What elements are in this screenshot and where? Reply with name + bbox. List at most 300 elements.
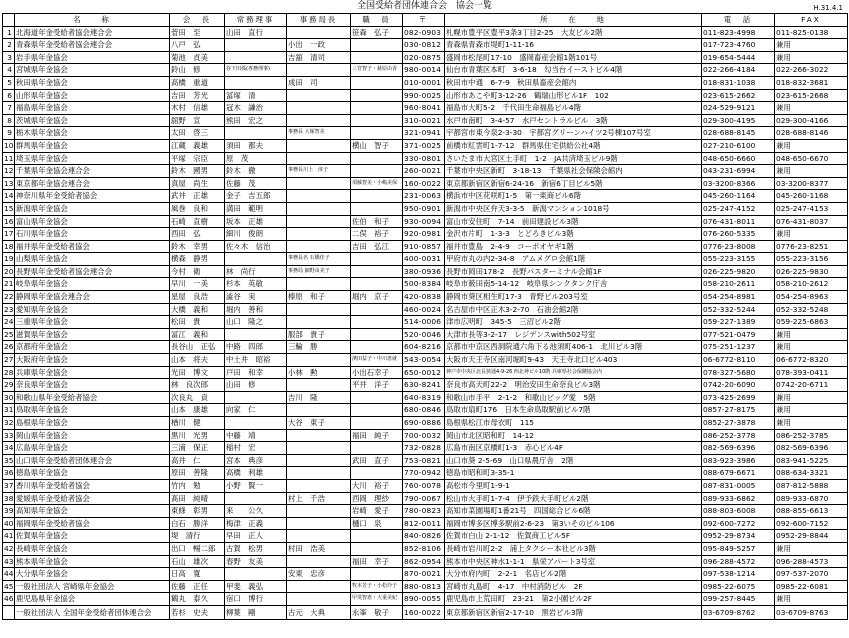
cell-fax: 089-933-6870 <box>775 492 848 505</box>
cell-phone: 083-923-3986 <box>702 454 775 467</box>
cell-no: 30 <box>3 391 15 404</box>
cell-president: 平塚 宗臣 <box>170 152 225 165</box>
cell-fax: 028-688-8146 <box>775 127 848 140</box>
cell-name: 長崎県年金協会 <box>15 542 170 555</box>
cell-name: 一般社団法人 宮崎県年金協会 <box>15 580 170 593</box>
cell-address: 島根県松江市母衣町 115 <box>445 417 702 430</box>
header-secretary-general: 事務局長 <box>287 14 351 27</box>
cell-postal: 852-8106 <box>403 542 445 555</box>
cell-phone: 075-251-1237 <box>702 341 775 354</box>
cell-name: 高知県年金協会 <box>15 505 170 518</box>
cell-postal: 990-0025 <box>403 89 445 102</box>
cell-secretary-general <box>287 316 351 329</box>
cell-president: 木村 信雄 <box>170 102 225 115</box>
cell-president: 堤 清行 <box>170 530 225 543</box>
cell-address: 広島市南区京橋町1-3 赤心ビル4F <box>445 442 702 455</box>
cell-secretary-general <box>287 190 351 203</box>
cell-president: 林 良次郎 <box>170 379 225 392</box>
cell-name: 大分県年金協会 <box>15 568 170 581</box>
cell-secretary-general <box>287 228 351 241</box>
cell-phone: 03-3200-8366 <box>702 177 775 190</box>
cell-phone: 0776-23-8008 <box>702 240 775 253</box>
cell-no: 27 <box>3 354 15 367</box>
cell-phone: 024-529-9121 <box>702 102 775 115</box>
cell-fax: 兼用 <box>775 341 848 354</box>
cell-address: 徳島市昭和町3-35-1 <box>445 467 702 480</box>
cell-managing-director: 甲斐 義弘 <box>225 580 287 593</box>
cell-secretary-general: 三輪 勝 <box>287 341 351 354</box>
cell-fax: 兼用 <box>775 417 848 430</box>
table-row <box>3 215 848 228</box>
cell-secretary-general <box>287 202 351 215</box>
cell-president: 竹内 勉 <box>170 479 225 492</box>
table-row <box>3 404 848 417</box>
cell-phone: 018-831-1038 <box>702 76 775 89</box>
cell-secretary-general <box>287 517 351 530</box>
cell-name: 青森県年金受給者協会連合会 <box>15 39 170 52</box>
cell-no: 11 <box>3 152 15 165</box>
table-row <box>3 177 848 190</box>
cell-managing-director: 坂本 正雄 <box>225 215 287 228</box>
cell-secretary-general <box>287 64 351 77</box>
cell-postal: 812-0011 <box>403 517 445 530</box>
cell-postal: 630-8241 <box>403 379 445 392</box>
header-no <box>3 14 15 27</box>
cell-president: 東條 彰男 <box>170 505 225 518</box>
cell-name: 三重県年金協会 <box>15 316 170 329</box>
header-staff: 職 員 <box>351 14 403 27</box>
cell-secretary-general: 成田 司 <box>287 76 351 89</box>
cell-president: 石山 雄次 <box>170 555 225 568</box>
cell-managing-director: 細川 俊朗 <box>225 228 287 241</box>
cell-staff <box>351 568 403 581</box>
table-row <box>3 64 848 77</box>
cell-phone: 03-6709-8762 <box>702 605 775 619</box>
header-address: 所 在 地 <box>445 14 702 27</box>
cell-postal: 500-8384 <box>403 278 445 291</box>
cell-managing-director <box>225 76 287 89</box>
table-row <box>3 379 848 392</box>
cell-managing-director: 来 公久 <box>225 505 287 518</box>
cell-fax: 078-393-0411 <box>775 366 848 379</box>
page <box>2 1 847 636</box>
cell-address: 福島市大町5-2 千代田生命福島ビル4階 <box>445 102 702 115</box>
cell-no: 28 <box>3 366 15 379</box>
cell-fax: 兼用 <box>775 51 848 64</box>
cell-staff <box>351 467 403 480</box>
cell-phone: 077-521-0479 <box>702 328 775 341</box>
cell-postal: 950-0901 <box>403 202 445 215</box>
cell-staff: 福田 幸子 <box>351 555 403 568</box>
cell-staff <box>351 542 403 555</box>
cell-fax: 0952-29-8844 <box>775 530 848 543</box>
cell-postal: 160-0022 <box>403 177 445 190</box>
table-row <box>3 76 848 89</box>
cell-managing-director: 佐々木 信治 <box>225 240 287 253</box>
cell-managing-director: 満田 範明 <box>225 202 287 215</box>
table-row <box>3 253 848 266</box>
cell-fax: 06-6772-8320 <box>775 354 848 367</box>
cell-secretary-general: 大谷 東子 <box>287 417 351 430</box>
cell-staff: 二俣 裕子 <box>351 228 403 241</box>
cell-president: 髙田 純晴 <box>170 492 225 505</box>
cell-postal: 862-0954 <box>403 555 445 568</box>
cell-address: 長野市岡田178-2 長野パスターミナル会館1F <box>445 265 702 278</box>
cell-secretary-general <box>287 454 351 467</box>
cell-staff <box>351 102 403 115</box>
cell-managing-director: 古賀 松男 <box>225 542 287 555</box>
cell-secretary-general <box>287 114 351 127</box>
cell-managing-director: 梅津 正義 <box>225 517 287 530</box>
cell-secretary-general <box>287 505 351 518</box>
cell-staff: 大川 裕子 <box>351 479 403 492</box>
table-row <box>3 202 848 215</box>
cell-phone: 048-650-6660 <box>702 152 775 165</box>
cell-phone: 096-288-4572 <box>702 555 775 568</box>
cell-no: 13 <box>3 177 15 190</box>
cell-address: 高松市今里町1-9-1 <box>445 479 702 492</box>
table-row <box>3 51 848 64</box>
cell-fax: 052-332-5248 <box>775 303 848 316</box>
cell-secretary-general: 小出 一政 <box>287 39 351 52</box>
cell-president: 長谷山 正弘 <box>170 341 225 354</box>
cell-fax: 0985-22-6081 <box>775 580 848 593</box>
header-president: 会 長 <box>170 14 225 27</box>
table-row <box>3 102 848 115</box>
cell-no: 5 <box>3 76 15 89</box>
cell-fax: 兼用 <box>775 593 848 606</box>
cell-managing-director: 冨塚 清 <box>225 89 287 102</box>
cell-postal: 680-0846 <box>403 404 445 417</box>
cell-no: 36 <box>3 467 15 480</box>
cell-secretary-general: 榛原 和子 <box>287 291 351 304</box>
cell-staff <box>351 341 403 354</box>
cell-secretary-general: 村上 千浩 <box>287 492 351 505</box>
cell-address: 山口市葵 2-5-69 山口県農庁舎 2階 <box>445 454 702 467</box>
cell-name: 兵庫県年金協会 <box>15 366 170 379</box>
table-row <box>3 190 848 203</box>
cell-no: 19 <box>3 253 15 266</box>
cell-no: 25 <box>3 328 15 341</box>
cell-fax: 兼用 <box>775 328 848 341</box>
cell-secretary-general <box>287 442 351 455</box>
cell-staff: 武田 直子 <box>351 454 403 467</box>
cell-no: 24 <box>3 316 15 329</box>
cell-no: 40 <box>3 517 15 530</box>
cell-fax: 026-225-9830 <box>775 265 848 278</box>
cell-postal: 520-0046 <box>403 328 445 341</box>
cell-no: 42 <box>3 542 15 555</box>
cell-no: 41 <box>3 530 15 543</box>
cell-phone: 087-831-0005 <box>702 479 775 492</box>
cell-secretary-general <box>287 215 351 228</box>
cell-president: 山本 康雄 <box>170 404 225 417</box>
cell-staff <box>351 391 403 404</box>
cell-no: 2 <box>3 39 15 52</box>
cell-phone: 059-227-1389 <box>702 316 775 329</box>
table-row <box>3 114 848 127</box>
cell-fax: 兼用 <box>775 228 848 241</box>
cell-president: 光田 博文 <box>170 366 225 379</box>
cell-phone: 086-252-3778 <box>702 429 775 442</box>
cell-phone: 011-823-4998 <box>702 26 775 39</box>
cell-managing-director: 堀内 善和 <box>225 303 287 316</box>
cell-name: 熊本県年金協会 <box>15 555 170 568</box>
table-row <box>3 391 848 404</box>
cell-name: 島根県年金協会 <box>15 417 170 430</box>
cell-address: 富山市安住町 7-14 前田建設ビル3階 <box>445 215 702 228</box>
cell-name: 千葉県年金協会連合会 <box>15 165 170 178</box>
table-body <box>3 26 848 619</box>
cell-no: 32 <box>3 417 15 430</box>
cell-secretary-general: 村田 浩美 <box>287 542 351 555</box>
cell-managing-director: 谷下田孤(専務理事) <box>225 64 287 77</box>
cell-fax: 兼用 <box>775 102 848 115</box>
cell-phone: 028-688-8145 <box>702 127 775 140</box>
cell-secretary-general <box>287 26 351 39</box>
cell-managing-director <box>225 39 287 52</box>
cell-name: 静岡県年金協会連合会 <box>15 291 170 304</box>
cell-phone: 026-225-9820 <box>702 265 775 278</box>
cell-name: 山梨県年金協会 <box>15 253 170 266</box>
cell-phone: 043-231-6994 <box>702 165 775 178</box>
cell-fax: 011-825-0138 <box>775 26 848 39</box>
cell-address: 鳥取市扇町176 日本生命鳥取駅前ビル7階 <box>445 404 702 417</box>
cell-staff <box>351 114 403 127</box>
cell-fax: 022-266-3022 <box>775 64 848 77</box>
cell-postal: 420-0838 <box>403 291 445 304</box>
cell-president: 楢川 健 <box>170 417 225 430</box>
cell-name: 秋田県年金協会 <box>15 76 170 89</box>
cell-postal: 030-0812 <box>403 39 445 52</box>
cell-postal: 700-0032 <box>403 429 445 442</box>
cell-president: 松田 貴 <box>170 316 225 329</box>
cell-address: 青森県青森市堤町1-11-16 <box>445 39 702 52</box>
cell-no: 23 <box>3 303 15 316</box>
table-row <box>3 593 848 606</box>
table-row <box>3 542 848 555</box>
cell-managing-director: 冠木 謙治 <box>225 102 287 115</box>
cell-no: 1 <box>3 26 15 39</box>
cell-fax: 025-247-4153 <box>775 202 848 215</box>
cell-president: 山本 将夫 <box>170 354 225 367</box>
cell-president: 原田 善隆 <box>170 467 225 480</box>
cell-postal: 400-0031 <box>403 253 445 266</box>
table-row <box>3 442 848 455</box>
cell-staff <box>351 253 403 266</box>
cell-name: 岐阜県年金協会 <box>15 278 170 291</box>
cell-staff <box>351 89 403 102</box>
cell-postal: 514-0006 <box>403 316 445 329</box>
cell-fax: 086-252-3785 <box>775 429 848 442</box>
cell-address: 甲府市丸の内2-34-8 アムメグロ会館1階 <box>445 253 702 266</box>
cell-managing-director <box>225 417 287 430</box>
cell-president: 白石 勝洋 <box>170 517 225 530</box>
cell-no: 26 <box>3 341 15 354</box>
cell-staff: 樋口 泉 <box>351 517 403 530</box>
cell-phone: 0742-20-6090 <box>702 379 775 392</box>
cell-address: 岡山市北区昭和町 14-12 <box>445 429 702 442</box>
cell-address: 横浜市中区花咲町1-5 第一東商ビル6階 <box>445 190 702 203</box>
cell-name: 富山県年金協会 <box>15 215 170 228</box>
cell-fax: 096-288-4573 <box>775 555 848 568</box>
cell-no: 31 <box>3 404 15 417</box>
cell-address: 岐阜市薮田南5-14-12 岐阜県シンクタンク庁舎 <box>445 278 702 291</box>
cell-phone: 0852-27-3878 <box>702 417 775 430</box>
cell-no: 39 <box>3 505 15 518</box>
cell-postal: 543-0054 <box>403 354 445 367</box>
cell-name: 鳥取県年金協会 <box>15 404 170 417</box>
table-row <box>3 479 848 492</box>
cell-phone: 097-538-1214 <box>702 568 775 581</box>
cell-no: 38 <box>3 492 15 505</box>
cell-president: 菊池 貞美 <box>170 51 225 64</box>
cell-fax: 兼用 <box>775 391 848 404</box>
cell-postal: 840-0826 <box>403 530 445 543</box>
cell-fax: 054-254-8963 <box>775 291 848 304</box>
header-managing-director: 常務理事 <box>225 14 287 27</box>
cell-no: 9 <box>3 127 15 140</box>
cell-address: 松山市大手町1-7-4 伊予鉄大手町ビル2階 <box>445 492 702 505</box>
cell-postal: 770-0942 <box>403 467 445 480</box>
cell-staff <box>351 303 403 316</box>
cell-phone: 088-679-6671 <box>702 467 775 480</box>
table-row <box>3 316 848 329</box>
cell-phone: 045-260-1164 <box>702 190 775 203</box>
cell-secretary-general: 吉川 隆 <box>287 391 351 404</box>
cell-fax: 03-6709-8763 <box>775 605 848 619</box>
cell-managing-director: 向家 仁 <box>225 404 287 417</box>
cell-managing-director <box>225 127 287 140</box>
cell-secretary-general <box>287 240 351 253</box>
header-postal: 〒 <box>403 14 445 27</box>
cell-no: 43 <box>3 555 15 568</box>
cell-address: 宇都宮市東今泉2-3-30 宇都宮グリーンハイツ2号棟107号室 <box>445 127 702 140</box>
cell-postal: 880-0813 <box>403 580 445 593</box>
cell-postal: 310-0021 <box>403 114 445 127</box>
cell-name: 山形県年金協会 <box>15 89 170 102</box>
cell-address: 大阪市天王寺区南河堀町9-43 天王寺北口ビル403 <box>445 354 702 367</box>
cell-postal: 910-0857 <box>403 240 445 253</box>
table-row <box>3 417 848 430</box>
cell-name: 群馬県年金協会 <box>15 139 170 152</box>
table-row <box>3 165 848 178</box>
table-row <box>3 139 848 152</box>
table-row <box>3 240 848 253</box>
cell-staff <box>351 316 403 329</box>
cell-postal: 380-0936 <box>403 265 445 278</box>
cell-secretary-general <box>287 177 351 190</box>
cell-staff <box>351 530 403 543</box>
table-row <box>3 39 848 52</box>
cell-fax: 03-3200-8377 <box>775 177 848 190</box>
cell-staff: 福田 純子 <box>351 429 403 442</box>
cell-name: 長野県年金受給者協会連合会 <box>15 265 170 278</box>
cell-staff: 堀内 京子 <box>351 291 403 304</box>
table-row-federation <box>3 605 848 619</box>
cell-president: 西田 弘 <box>170 228 225 241</box>
cell-no: 6 <box>3 89 15 102</box>
cell-phone: 078-327-5680 <box>702 366 775 379</box>
cell-president: 日高 寛 <box>170 568 225 581</box>
table-row <box>3 555 848 568</box>
cell-address: 福岡市博多区博多駅前2-6-23 第3いそのビル106 <box>445 517 702 530</box>
cell-staff: 平井 洋子 <box>351 379 403 392</box>
cell-president: 大橋 義和 <box>170 303 225 316</box>
cell-phone: 095-849-5257 <box>702 542 775 555</box>
cell-phone: 076-431-8011 <box>702 215 775 228</box>
cell-name: 埼玉県年金協会 <box>15 152 170 165</box>
cell-phone: 023-615-2662 <box>702 89 775 102</box>
cell-staff <box>351 265 403 278</box>
cell-no: 44 <box>3 568 15 581</box>
cell-no: 34 <box>3 442 15 455</box>
cell-secretary-general: 安東 忠彦 <box>287 568 351 581</box>
cell-name: 茨城県年金協会 <box>15 114 170 127</box>
cell-president: 舘野 宣 <box>170 114 225 127</box>
cell-staff <box>351 39 403 52</box>
cell-staff <box>351 127 403 140</box>
cell-president: 横森 静男 <box>170 253 225 266</box>
cell-address: 仙台市青葉区本町 3-6-18 勾当台イーストビル4階 <box>445 64 702 77</box>
cell-fax: 018-832-3681 <box>775 76 848 89</box>
cell-no: 37 <box>3 479 15 492</box>
cell-no: 45 <box>3 580 15 593</box>
cell-secretary-general <box>287 580 351 593</box>
cell-no: 8 <box>3 114 15 127</box>
cell-phone: 025-247-4152 <box>702 202 775 215</box>
cell-staff: 横山 智子 <box>351 139 403 152</box>
cell-president: 風巻 良和 <box>170 202 225 215</box>
cell-phone: 082-569-6396 <box>702 442 775 455</box>
cell-name: 奈良県年金協会 <box>15 379 170 392</box>
cell-address: 千葉市中央区新町 3-18-13 千葉県社会保険会館内 <box>445 165 702 178</box>
cell-address: 大分市府内町 2-2-1 名店ビル2階 <box>445 568 702 581</box>
cell-fax: 088-634-3321 <box>775 467 848 480</box>
cell-postal: 760-0078 <box>403 479 445 492</box>
cell-staff: 吉田 弘江 <box>351 240 403 253</box>
table-row <box>3 517 848 530</box>
cell-postal: 082-0903 <box>403 26 445 39</box>
cell-secretary-general <box>287 379 351 392</box>
cell-no: 33 <box>3 429 15 442</box>
cell-managing-director: 林 尚行 <box>225 265 287 278</box>
cell-president: 高井 仁 <box>170 454 225 467</box>
cell-staff: 甲斐智恵・大重美紀 <box>351 593 403 606</box>
cell-postal: 732-0828 <box>403 442 445 455</box>
cell-staff: 牧本芳子・小松玲子 <box>351 580 403 593</box>
cell-secretary-general <box>287 89 351 102</box>
cell-no: 12 <box>3 165 15 178</box>
cell-fax: 048-650-6670 <box>775 152 848 165</box>
header-fax: FAX <box>775 14 848 27</box>
cell-no: 35 <box>3 454 15 467</box>
cell-secretary-general <box>287 530 351 543</box>
table-row <box>3 89 848 102</box>
cell-address: 佐賀市白山 2-1-12 佐賀商工ビル5F <box>445 530 702 543</box>
cell-fax: 087-812-5888 <box>775 479 848 492</box>
cell-name: 大阪府年金協会 <box>15 354 170 367</box>
cell-postal: 260-0021 <box>403 165 445 178</box>
cell-president: 黒川 光男 <box>170 429 225 442</box>
cell-president: 鈴木 幸男 <box>170 240 225 253</box>
table-row <box>3 429 848 442</box>
cell-name: 徳島県年金協会 <box>15 467 170 480</box>
cell-secretary-general <box>287 102 351 115</box>
cell-phone: 017-723-4760 <box>702 39 775 52</box>
cell-phone: 0952-29-8734 <box>702 530 775 543</box>
cell-name: 福島県年金協会 <box>15 102 170 115</box>
